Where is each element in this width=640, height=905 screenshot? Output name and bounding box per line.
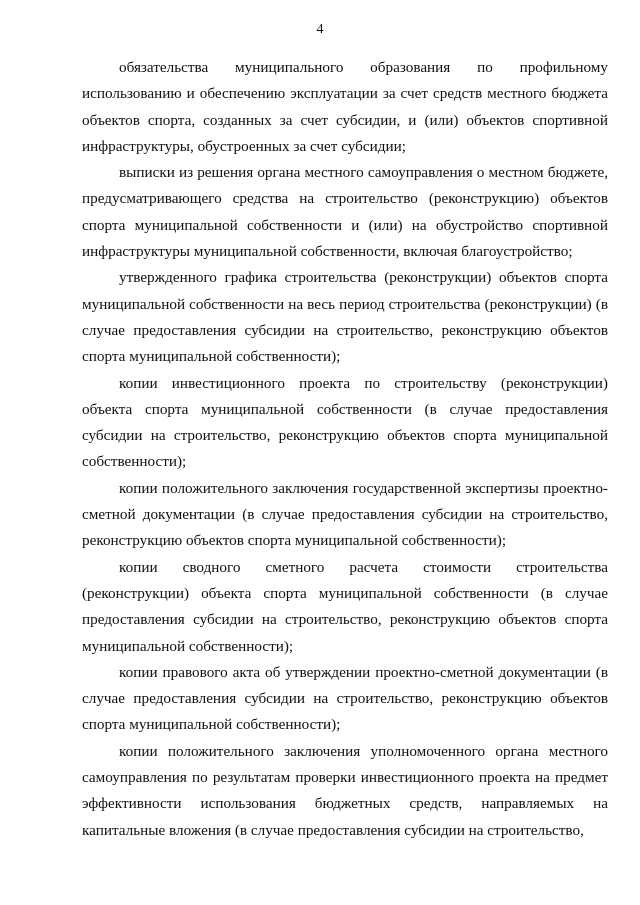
paragraph-construction-schedule: утвержденного графика строительства (реконструкции) объектов спорта муниципальной собственности на весь период строительства (реконструкции) (в случае предоставления субсидии на строительство, реконструкцию объектов спорта муниципальной собственности); <box>82 269 608 366</box>
paragraph-legal-act-approval: копии правового акта об утверждении проектно-сметной документации (в случае предоставления субсидии на строительство, реконструкцию объектов спорта муниципальной собственности); <box>82 663 608 734</box>
paragraph-obligations: обязательства муниципального образования по профильному использованию и обеспечению эксплуатации за счет средств местного бюджета объектов спорта, созданных за счет субсидии, и (или) объектов спортивной инфраструктуры, обустроенных за счет субсидии; <box>82 59 608 155</box>
paragraph-efficiency-conclusion: копии положительного заключения уполномоченного органа местного самоуправления по результатам проверки инвестиционного проекта на предмет эффективности использования бюджетных средств, направляемых на капитальные вложения (в случае предоставления субсидии на строительство, <box>82 742 608 839</box>
paragraph-summary-estimate: копии сводного сметного расчета стоимости строительства (реконструкции) объекта спорта муниципальной собственности (в случае предоставления субсидии на строительство, реконструкцию объектов спорта муниципальной собственности); <box>82 558 608 655</box>
paragraph-investment-project-copy: копии инвестиционного проекта по строительству (реконструкции) объекта спорта муниципальной собственности (в случае предоставления субсидии на строительство, реконструкцию объектов спорта муниципальной собственности); <box>82 374 608 471</box>
page-number: 4 <box>316 22 324 37</box>
document-body <box>82 55 608 844</box>
paragraph-budget-decision-extract: выписки из решения органа местного самоуправления о местном бюджете, предусматривающего средства на строительство (реконструкцию) объектов спорта муниципальной собственности и (или) на обустройство спортивной инфраструктуры муниципальной собственности, включая благоустройство; <box>82 164 608 261</box>
paragraph-state-expertise-conclusion: копии положительного заключения государственной экспертизы проектно-сметной документации (в случае предоставления субсидии на строительство, реконструкцию объектов спорта муниципальной собственности); <box>82 479 608 550</box>
